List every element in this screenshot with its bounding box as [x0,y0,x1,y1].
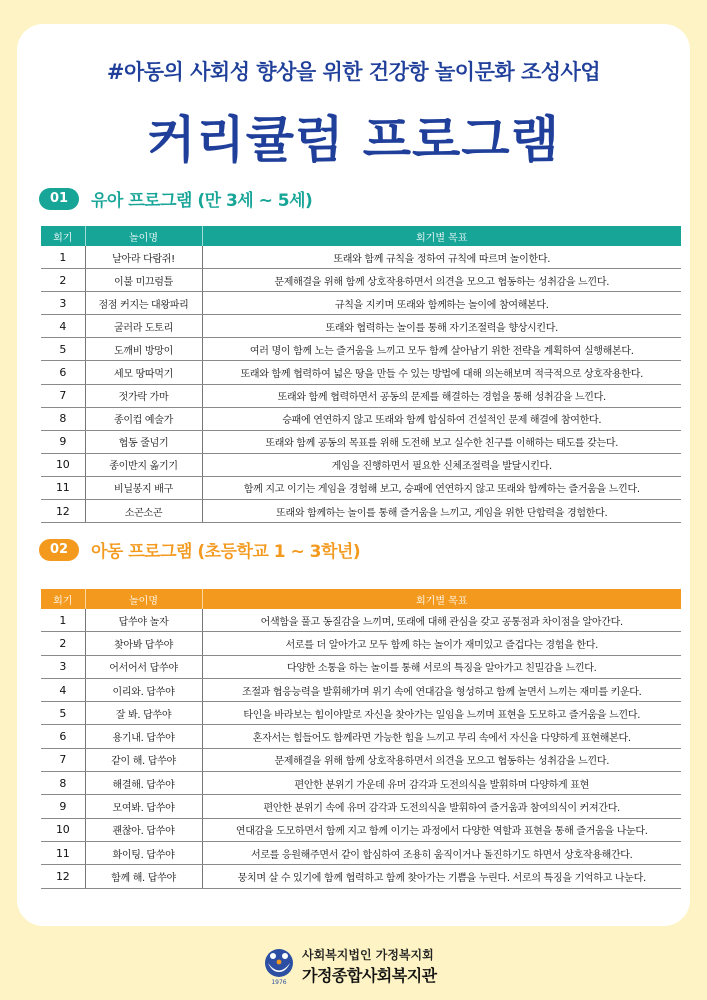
column-header-session: 회기 [41,589,85,609]
play-name-cell: 화이팅. 답쑤야 [85,841,202,864]
play-name-cell: 찾아봐 답쑤야 [85,632,202,655]
play-name-cell: 모여봐. 답쑤야 [85,795,202,818]
content-card [17,24,690,926]
goal-cell: 편안한 분위기 가운데 유머 감각과 도전의식을 발휘하며 다양하게 표현 [202,772,681,795]
column-header-play-name: 놀이명 [85,226,202,246]
play-name-cell: 이리와. 답쑤야 [85,678,202,701]
play-name-cell: 괜찮아. 답쑤야 [85,818,202,841]
goal-cell: 규칙을 지키며 또래와 함께하는 놀이에 참여해본다. [202,292,681,315]
goal-cell: 또래와 함께 규칙을 정하여 규칙에 따르며 놀이한다. [202,246,681,269]
child-program-table [41,589,681,889]
session-number-cell: 5 [41,702,85,725]
table-row [41,632,681,655]
play-name-cell: 어서어서 답쑤야 [85,655,202,678]
session-number-cell: 4 [41,678,85,701]
play-name-cell: 협동 줄넘기 [85,430,202,453]
footer [262,946,437,986]
session-number-cell: 10 [41,453,85,476]
column-header-goal: 회기별 목표 [202,589,681,609]
goal-cell: 조절과 협응능력을 발휘해가며 위기 속에 연대감을 형성하고 함께 놀면서 느끼는 재미를 키운다. [202,678,681,701]
goal-cell: 게임을 진행하면서 필요한 신체조절력을 발달시킨다. [202,453,681,476]
column-header-goal: 회기별 목표 [202,226,681,246]
section-header-infant [39,186,312,211]
play-name-cell: 세모 땅따먹기 [85,361,202,384]
play-name-cell: 잘 봐. 답쑤야 [85,702,202,725]
session-number-cell: 4 [41,315,85,338]
table-row [41,500,681,523]
goal-cell: 뭉치며 살 수 있기에 함께 협력하고 함께 찾아가는 기쁨을 누린다. 서로의 특징을 기억하고 나눈다. [202,865,681,888]
table-row [41,476,681,499]
table-row [41,609,681,632]
table-row [41,772,681,795]
session-number-cell: 1 [41,246,85,269]
table-header-row [41,589,681,609]
goal-cell: 문제해결을 위해 함께 상호작용하면서 의견을 모으고 협동하는 성취감을 느낀다. [202,269,681,292]
play-name-cell: 비닐봉지 배구 [85,476,202,499]
goal-cell: 편안한 분위기 속에 유머 감각과 도전의식을 발휘하여 즐거움과 참여의식이 커져간다. [202,795,681,818]
svg-text:1976: 1976 [271,979,287,986]
organization-subname: 사회복지법인 가정복지회 [302,948,434,962]
session-number-cell: 1 [41,609,85,632]
table-header-row [41,226,681,246]
table-row [41,246,681,269]
play-name-cell: 소곤소곤 [85,500,202,523]
session-number-cell: 3 [41,655,85,678]
table-row [41,292,681,315]
play-name-cell: 도깨비 방망이 [85,338,202,361]
session-number-cell: 12 [41,500,85,523]
table-row [41,748,681,771]
table-row [41,865,681,888]
section-title: 아동 프로그램 (초등학교 1 ~ 3학년) [91,542,361,562]
play-name-cell: 같이 해. 답쑤야 [85,748,202,771]
play-name-cell: 종이컵 예술가 [85,407,202,430]
table-row [41,407,681,430]
table-row [41,795,681,818]
session-number-cell: 8 [41,407,85,430]
session-number-cell: 11 [41,841,85,864]
play-name-cell: 날아라 다람쥐! [85,246,202,269]
table-row [41,655,681,678]
session-number-cell: 2 [41,269,85,292]
play-name-cell: 젓가락 가마 [85,384,202,407]
play-name-cell: 함께 해. 답쑤야 [85,865,202,888]
goal-cell: 다양한 소통을 하는 놀이를 통해 서로의 특징을 알아가고 친밀감을 느낀다. [202,655,681,678]
goal-cell: 또래와 함께 공동의 목표를 위해 도전해 보고 실수한 친구를 이해하는 태도를 갖는다. [202,430,681,453]
organization-logo [262,946,296,986]
table-row [41,430,681,453]
section-title: 유아 프로그램 (만 3세 ~ 5세) [91,191,313,211]
session-number-cell: 5 [41,338,85,361]
infant-program-table [41,226,681,523]
column-header-play-name: 놀이명 [85,589,202,609]
session-number-cell: 8 [41,772,85,795]
play-name-cell: 용기내. 답쑤야 [85,725,202,748]
session-number-cell: 11 [41,476,85,499]
play-name-cell: 종이반지 옮기기 [85,453,202,476]
session-number-cell: 7 [41,384,85,407]
page-title: 커리큘럼 프로그램 [147,111,560,169]
session-number-cell: 12 [41,865,85,888]
goal-cell: 서로를 응원해주면서 같이 합심하여 조용히 움직이거나 돌진하기도 하면서 상호작용해간다. [202,841,681,864]
session-number-cell: 6 [41,361,85,384]
goal-cell: 함께 지고 이기는 게임을 경험해 보고, 승패에 연연하지 않고 또래와 함께하는 즐거움을 느낀다. [202,476,681,499]
session-number-cell: 3 [41,292,85,315]
goal-cell: 어색함을 풀고 동질감을 느끼며, 또래에 대해 관심을 갖고 공통점과 차이점을 알아간다. [202,609,681,632]
goal-cell: 또래와 함께 협력하여 넓은 땅을 만들 수 있는 방법에 대해 의논해보며 적극적으로 상호작용한다. [202,361,681,384]
table-row [41,678,681,701]
table-row [41,361,681,384]
session-number-cell: 10 [41,818,85,841]
table-row [41,725,681,748]
table-row [41,384,681,407]
goal-cell: 서로를 더 알아가고 모두 함께 하는 놀이가 재미있고 즐겁다는 경험을 한다. [202,632,681,655]
goal-cell: 혼자서는 힘들어도 함께라면 가능한 힘을 느끼고 무리 속에서 자신을 다양하게 표현해본다. [202,725,681,748]
table-row [41,338,681,361]
goal-cell: 또래와 함께하는 놀이를 통해 즐거움을 느끼고, 게임을 위한 단합력을 경험한다. [202,500,681,523]
family-logo-icon [262,946,296,986]
goal-cell: 타인을 바라보는 힘이야말로 자신을 찾아가는 일임을 느끼며 표현을 도모하고 즐거움을 느낀다. [202,702,681,725]
column-header-session: 회기 [41,226,85,246]
session-number-cell: 9 [41,430,85,453]
section-number-badge: 02 [39,539,79,561]
play-name-cell: 점점 커지는 대왕파리 [85,292,202,315]
table-row [41,818,681,841]
goal-cell: 승패에 연연하지 않고 또래와 함께 합심하여 건설적인 문제 해결에 참여한다. [202,407,681,430]
goal-cell: 또래와 협력하는 놀이를 통해 자기조절력을 향상시킨다. [202,315,681,338]
goal-cell: 또래와 함께 협력하면서 공동의 문제를 해결하는 경험을 통해 성취감을 느낀다. [202,384,681,407]
session-number-cell: 6 [41,725,85,748]
page-subtitle: #아동의 사회성 향상을 위한 건강항 놀이문화 조성사업 [106,60,601,84]
goal-cell: 여러 명이 함께 노는 즐거움을 느끼고 모두 함께 살아남기 위한 전략을 계획하여 실행해본다. [202,338,681,361]
table-row [41,315,681,338]
play-name-cell: 이불 미끄럼틀 [85,269,202,292]
session-number-cell: 2 [41,632,85,655]
organization-name: 가정종합사회복지관 [302,966,437,985]
session-number-cell: 7 [41,748,85,771]
table-row [41,453,681,476]
goal-cell: 연대감을 도모하면서 함께 지고 함께 이기는 과정에서 다양한 역할과 표현을 통해 즐거움을 나눈다. [202,818,681,841]
play-name-cell: 굴러라 도토리 [85,315,202,338]
table-row [41,702,681,725]
play-name-cell: 답쑤야 놀자 [85,609,202,632]
play-name-cell: 해결해. 답쑤야 [85,772,202,795]
table-row [41,269,681,292]
goal-cell: 문제해결을 위해 함께 상호작용하면서 의견을 모으고 협동하는 성취감을 느낀다. [202,748,681,771]
table-row [41,841,681,864]
session-number-cell: 9 [41,795,85,818]
section-header-child [39,537,360,562]
section-number-badge: 01 [39,188,79,210]
